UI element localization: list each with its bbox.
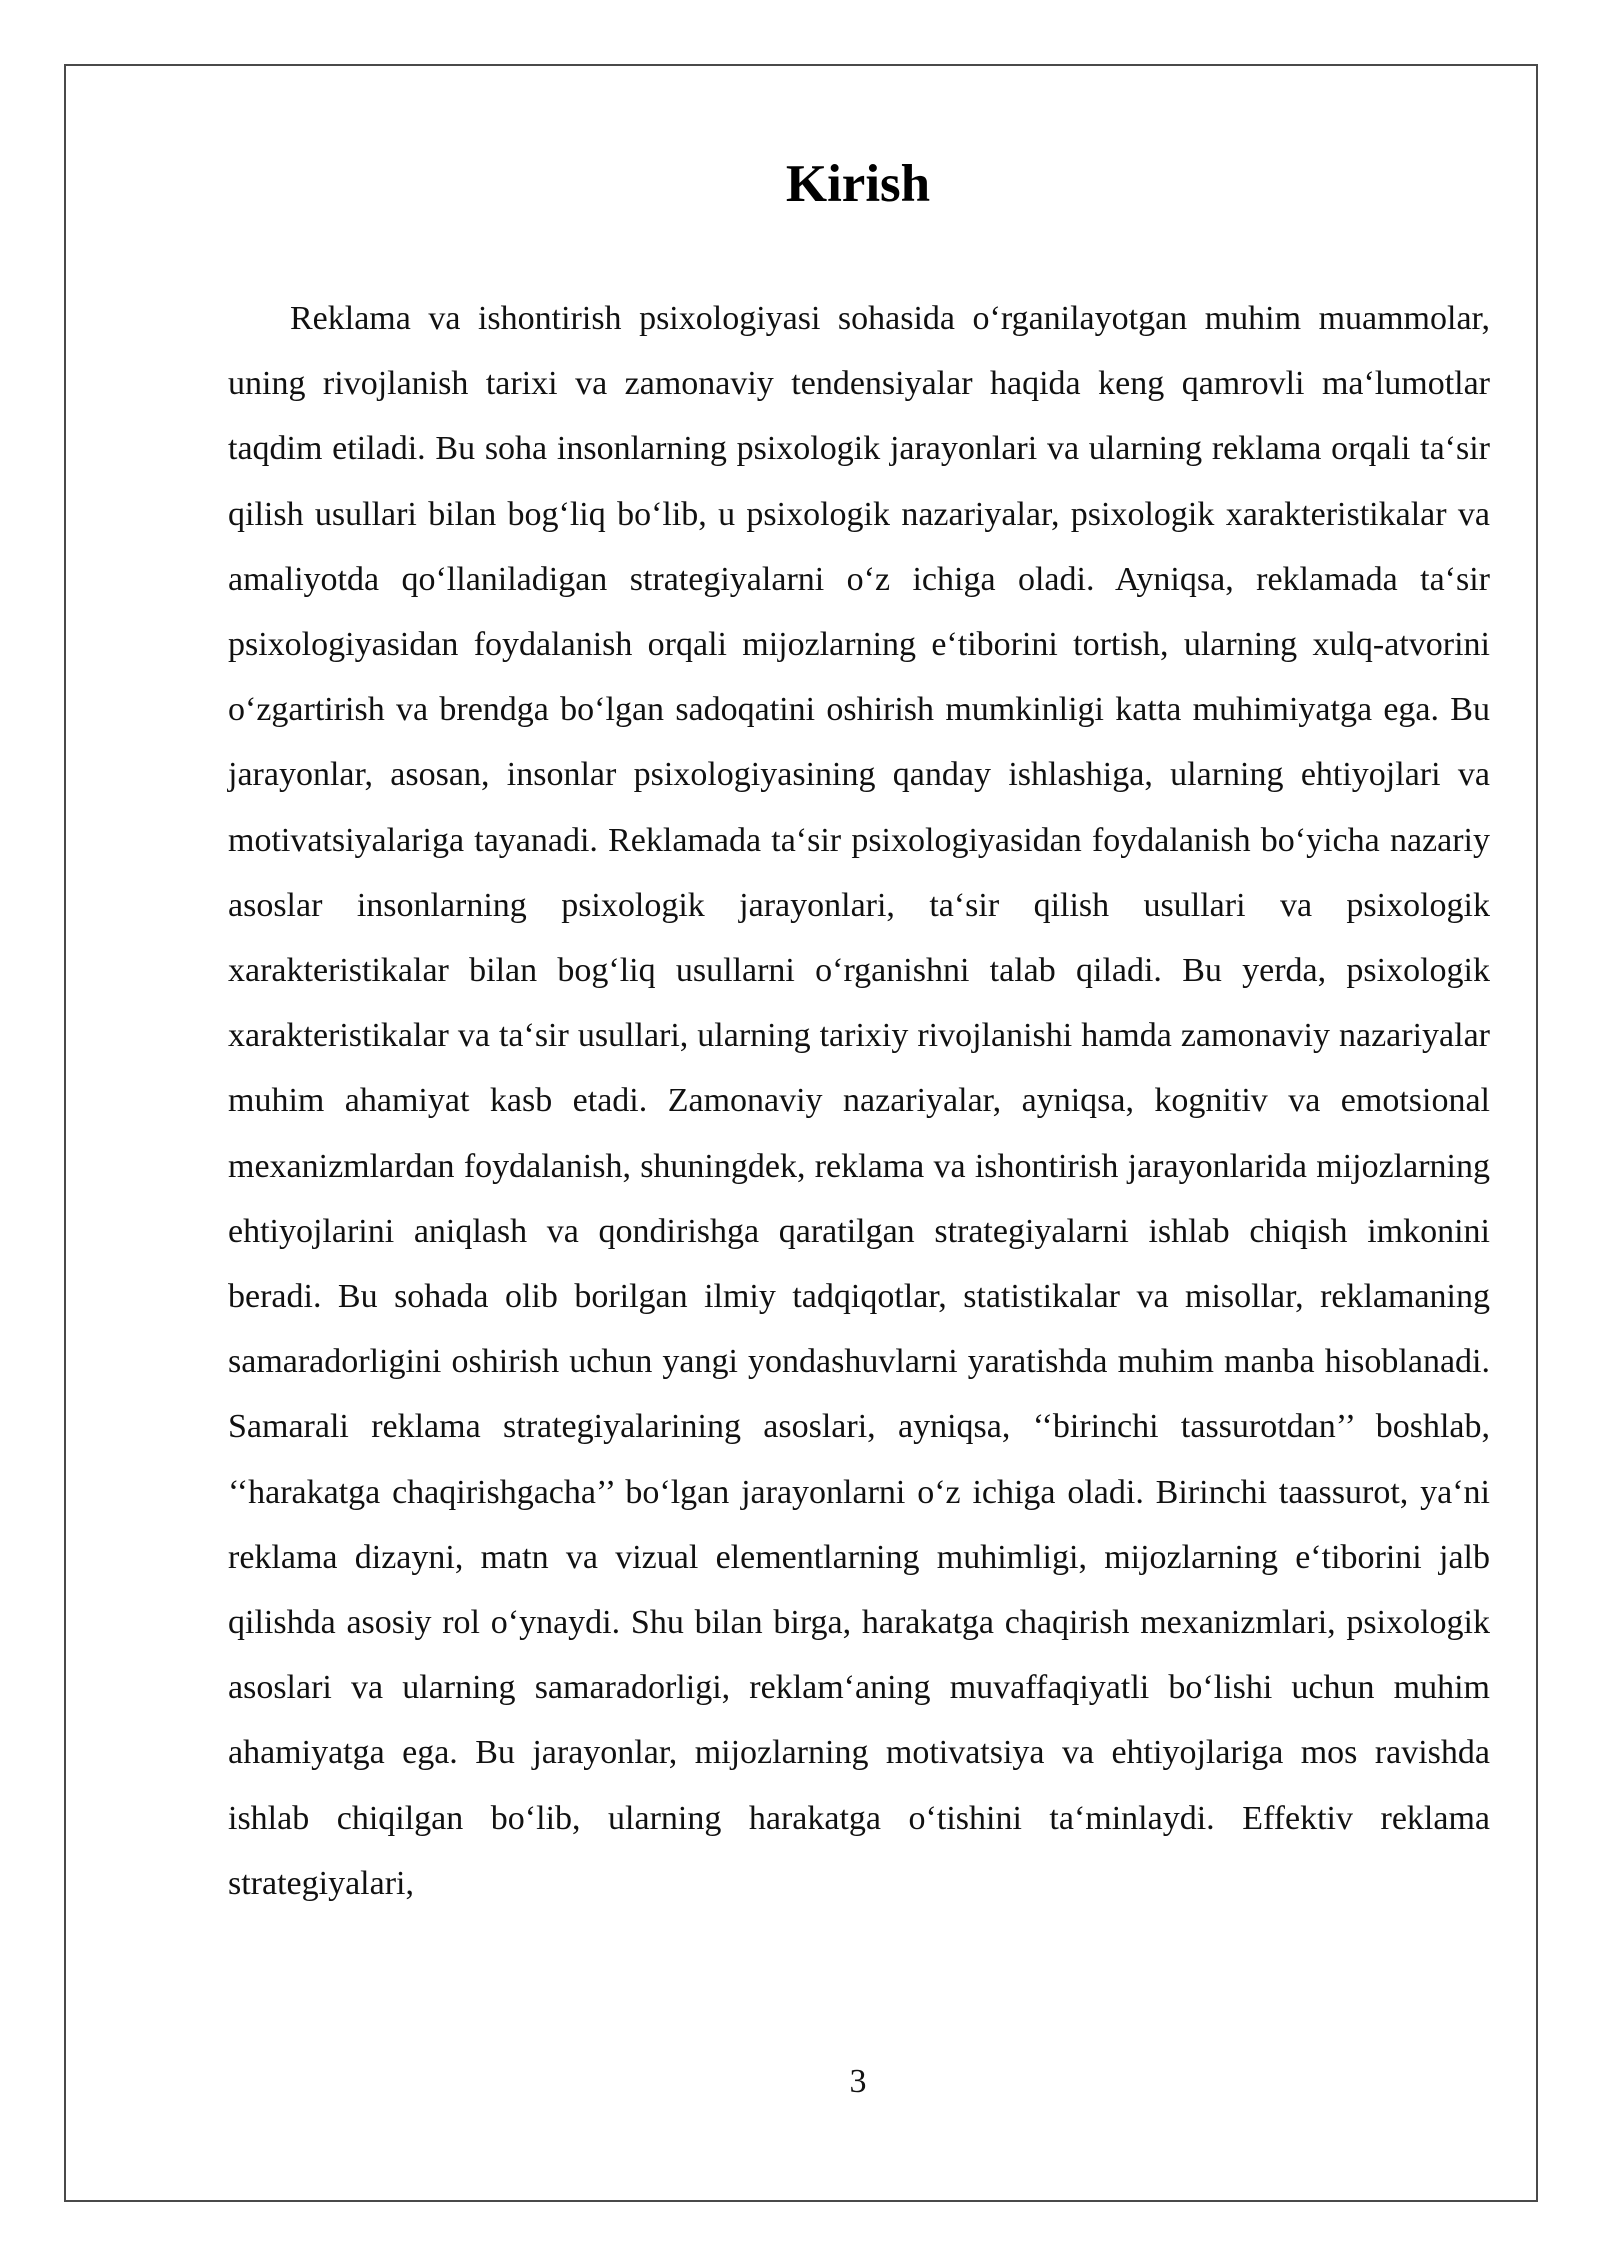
body-paragraph: Reklama va ishontirish psixologiyasi sohasida o‘rganilayotgan muhim muammolar, uning rivojlanish tarixi va zamonaviy tendensiyalar haqida keng qamrovli ma‘lumotlar taqdim etiladi. Bu soha insonlarning psixologik jarayonlari va ularning reklama orqali ta‘sir qilish usullari bilan bog‘liq bo‘lib, u psixologik nazariyalar, psixologik xarakteristikalar va amaliyotda qo‘llaniladigan strategiyalarni o‘z ichiga oladi. Ayniqsa, reklamada ta‘sir psixologiyasidan foydalanish orqali mijozlarning e‘tiborini tortish, ularning xulq-atvorini o‘zgartirish va brendga bo‘lgan sadoqatini oshirish mumkinligi katta muhimiyatga ega. Bu jarayonlar, asosan, insonlar psixologiyasining qanday ishlashiga, ularning ehtiyojlari va motivatsiyalariga tayanadi. Reklamada ta‘sir psixologiyasidan foydalanish bo‘yicha nazariy asoslar insonlarning psixologik jarayonlari, ta‘sir qilish usullari va psixologik xarakteristikalar bilan bog‘liq usullarni o‘rganishni talab qiladi. Bu yerda, psixologik xarakteristikalar va ta‘sir usullari, ularning tarixiy rivojlanishi hamda zamonaviy nazariyalar muhim ahamiyat kasb etadi. Zamonaviy nazariyalar, ayniqsa, kognitiv va emotsional mexanizmlardan foydalanish, shuningdek, reklama va ishontirish jarayonlarida mijozlarning ehtiyojlarini aniqlash va qondirishga qaratilgan strategiyalarni ishlab chiqish imkonini beradi. Bu sohada olib borilgan ilmiy tadqiqotlar, statistikalar va misollar, reklamaning samaradorligini oshirish uchun yangi yondashuvlarni yaratishda muhim manba hisoblanadi. Samarali reklama strategiyalarining asoslari, ayniqsa, ‘‘birinchi tassurotdan’’ boshlab, ‘‘harakatga chaqirishgacha’’ bo‘lgan jarayonlarni o‘z ichiga oladi. Birinchi taassurot, ya‘ni reklama dizayni, matn va vizual elementlarning muhimligi, mijozlarning e‘tiborini jalb qilishda asosiy rol o‘ynaydi. Shu bilan birga, harakatga chaqirish mexanizmlari, psixologik asoslari va ularning samaradorligi, reklam‘aning muvaffaqiyatli bo‘lishi uchun muhim ahamiyatga ega. Bu jarayonlar, mijozlarning motivatsiya va ehtiyojlariga mos ravishda ishlab chiqilgan bo‘lib, ularning harakatga o‘tishini ta‘minlaydi. Effektiv reklama strategiyalari, [228, 300, 1490, 1902]
page-number: 3 [849, 2063, 867, 2100]
page-title: Kirish [785, 155, 931, 213]
